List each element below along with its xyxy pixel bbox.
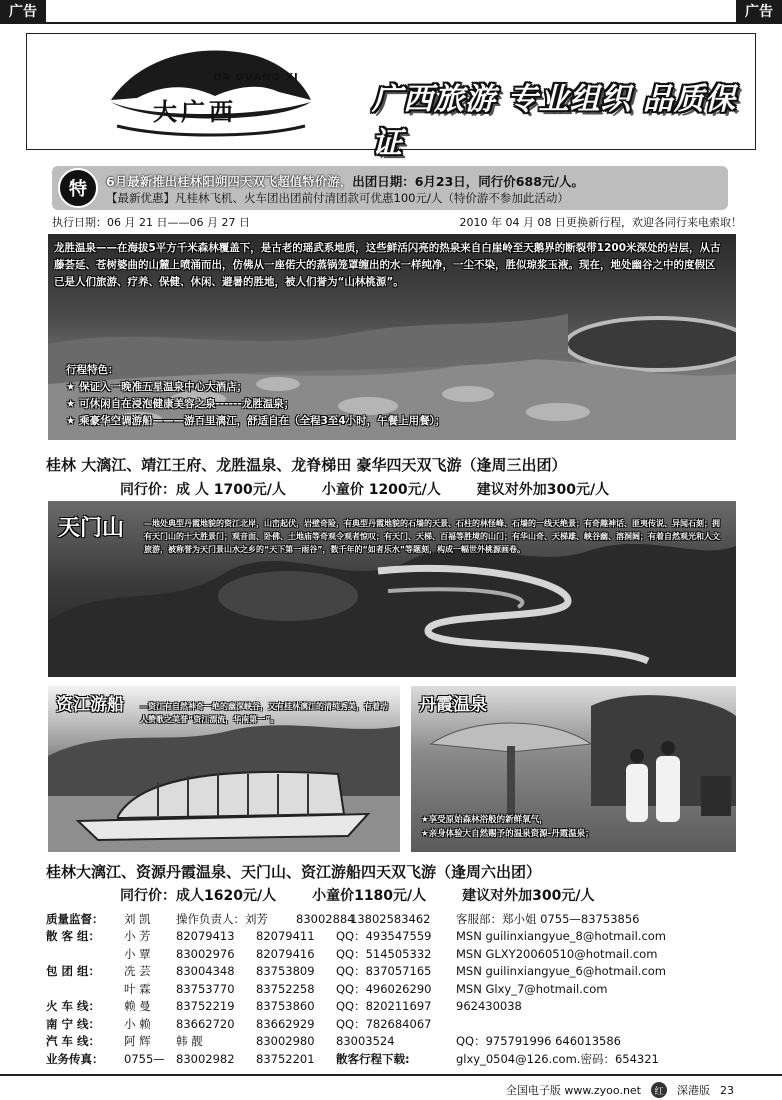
contact-row (46, 910, 746, 928)
contact-row (46, 998, 746, 1016)
contact-cell: 83662720 (176, 1016, 235, 1031)
contact-row (46, 963, 746, 981)
route2-price-suggest: 建议对外加300元/人 (462, 888, 595, 904)
promo-headline-a: 6月最新推出桂林阳朔四天双飞超值特价游， (106, 174, 353, 189)
hot-spring-photo (48, 234, 736, 440)
contact-cell: 83002980 (256, 1034, 315, 1049)
logo (107, 42, 307, 142)
top-divider (0, 22, 782, 24)
execution-date-row (52, 214, 742, 230)
execution-date: 执行日期：06 月 21 日——06 月 27 日 (52, 216, 250, 229)
feature-2: ★ 可休闲自在浸泡健康美容之泉------龙胜温泉； (66, 398, 295, 410)
feature-3: ★ 乘豪华空调游船———游百里漓江，舒适自在（全程3至4小时，午餐上用餐）； (66, 415, 446, 427)
contact-cell: QQ：837057165 (336, 964, 432, 979)
contact-cell: 汽 车 线： (46, 1034, 101, 1049)
page-number: 23 (720, 1083, 734, 1097)
contact-cell: QQ：493547559 (336, 929, 432, 944)
promo-headline (106, 172, 584, 190)
contact-cell: 刘 凯 (124, 911, 151, 926)
contact-cell: 13802583462 (350, 911, 431, 926)
feature-title: 行程特色： (66, 364, 119, 376)
contact-cell: 83753860 (256, 999, 315, 1014)
contact-cell: 散客行程下载: (336, 1051, 410, 1066)
feature-1: ★ 保证入一晚准五星温泉中心大酒店； (66, 381, 248, 393)
promo-discount: 【最新优惠】凡桂林飞机、火车团出团前付清团款可优惠100元/人（特价游不参加此活动） (106, 191, 569, 205)
contact-row (46, 1015, 746, 1033)
contact-cell: 82079411 (256, 929, 315, 944)
logo-english: DA GUANG XI (213, 72, 299, 83)
contact-cell: MSN guilinxiangyue_6@hotmail.com (456, 964, 667, 979)
boat-description: —资江有自然神奇一绝的幽深峡谷，又有桂林漓江的清纯秀美，有着动人赞歌之美誉“资江漂流，华南第一”。 (140, 702, 388, 724)
contact-cell: 阿 辉 (124, 1034, 151, 1049)
promo-headline-b: 出团日期：6月23日，同行价688元/人。 (352, 174, 584, 189)
contact-cell: 质量监督： (46, 911, 104, 926)
route2-prices (120, 885, 720, 905)
contact-cell: glxy_0504@126.com.密码：654321 (456, 1051, 659, 1066)
contact-cell: 0755— (124, 1051, 165, 1066)
contact-cell: MSN Glxy_7@hotmail.com (456, 981, 608, 996)
route1-price-suggest: 建议对外加300元/人 (476, 482, 610, 498)
contact-cell: 赖 曼 (124, 999, 151, 1014)
contact-row (46, 945, 746, 963)
footer-divider (0, 1074, 782, 1076)
contact-cell: 83003524 (336, 1034, 395, 1049)
footer-site[interactable]: 全国电子版 www.zyoo.net (505, 1084, 641, 1097)
contact-row (46, 928, 746, 946)
contact-cell: 83002884 (296, 911, 355, 926)
contact-cell: 韩 靓 (176, 1034, 203, 1049)
slogan: 广西旅游 专业组织 品质保证 (372, 82, 736, 161)
contact-cell: 叶 霖 (124, 981, 151, 996)
danxia-note-2: ★亲身体验大自然赐予的温泉资源-丹霞温泉； (421, 829, 594, 839)
contact-cell: 冼 芸 (124, 964, 151, 979)
contact-cell: 82079413 (176, 929, 235, 944)
tianmen-photo (48, 501, 736, 677)
boat-photo (48, 686, 400, 852)
route1-prices (120, 479, 720, 499)
hot-spring-description: 龙胜温泉——在海拔5平方千米森林覆盖下，是古老的瑶武系地质，这些鲜活闪亮的热泉来自白崖岭至天鹅界的断裂带1200米深处的岩层，从古藤荟延、苍树婆曲的山麓上喷涌而出，仿佛从一座偌大的蒸锅笼罩缠出的水一样纯净，一尘不染，胜似琼浆玉液。现在，地处幽谷之中的度假区已是人们旅游、疗养、保健、休闲、避暑的胜地，被人们誉为“山林桃源”。 (54, 242, 721, 288)
danxia-photo (411, 686, 736, 852)
route1-price-child: 小童价 1200元/人 (321, 482, 441, 498)
contact-row (46, 980, 746, 998)
contact-table (46, 910, 746, 1068)
contact-cell: MSN guilinxiangyue_8@hotmail.com (456, 929, 667, 944)
seal-icon: 红 (651, 1082, 667, 1098)
contact-cell: 客服部：郑小姐 0755—83753856 (456, 911, 640, 926)
contact-cell: 82079416 (256, 946, 315, 961)
contact-cell: 操作负责人：刘芳 (176, 911, 268, 926)
contact-cell: 83002982 (176, 1051, 235, 1066)
danxia-title: 丹霞温泉 (419, 695, 487, 715)
contact-cell: 83002976 (176, 946, 235, 961)
contact-cell: 83752201 (256, 1051, 315, 1066)
contact-cell: 83752219 (176, 999, 235, 1014)
contact-cell: QQ：820211697 (336, 999, 432, 1014)
footer-brand: 深港版 (677, 1084, 710, 1097)
contact-cell: QQ：496026290 (336, 981, 432, 996)
contact-row (46, 1033, 746, 1051)
logo-chinese: 大广西 (153, 98, 237, 126)
contact-cell: 83662929 (256, 1016, 315, 1031)
contact-cell: 83752258 (256, 981, 315, 996)
contact-cell: 业务传真： (46, 1051, 104, 1066)
update-notice: 2010 年 04 月 08 日更换新行程，欢迎各同行来电索取！ (459, 216, 742, 229)
contact-cell: 962430038 (456, 999, 522, 1014)
ad-label-left: 广告 (0, 0, 46, 22)
contact-cell: 南 宁 线： (46, 1016, 101, 1031)
contact-cell: 小 覃 (124, 946, 151, 961)
footer (506, 1082, 734, 1098)
boat-title: 资江游船 (56, 695, 124, 715)
tianmen-description: —地处典型丹霞地貌的资江北岸，山峦起伏，岩壁奇险，有典型丹霞地貌的石墙的天景、石柱的林怪峰、石墙的一线天绝景；有奇趣神话、匪夷传说、异闻石刻；拥有天门山的十大胜景门；观音面、卧佛、土地庙等奇观令观者惊叹；有天门、天梯、百福等胜境的山门；有华山奇、天梯雄、峡谷幽、溶洞阔；有着自然观光和人文旅游，被称誉为天门景山水之乡的“天下第一雨谷”，数千年的“如者乐水”等题刻，构成一幅世外桃源画卷。 (144, 519, 720, 554)
contact-cell: 小 赖 (124, 1016, 151, 1031)
contact-cell: 火 车 线： (46, 999, 101, 1014)
route2-price-child: 小童价1180元/人 (312, 888, 427, 904)
contact-cell: 83753770 (176, 981, 235, 996)
contact-cell: QQ：975791996 646013586 (456, 1034, 621, 1049)
contact-cell: 包 团 组： (46, 964, 101, 979)
route2-title: 桂林大漓江、资源丹霞温泉、天门山、资江游船四天双飞游（逢周六出团） (46, 863, 542, 881)
contact-cell: QQ：782684067 (336, 1016, 432, 1031)
route2-price-adult: 同行价：成人1620元/人 (120, 888, 277, 904)
contact-row (46, 1050, 746, 1068)
contact-cell: 83753809 (256, 964, 315, 979)
contact-cell: 83004348 (176, 964, 235, 979)
header-banner (26, 33, 756, 161)
ad-label-right: 广告 (736, 0, 782, 22)
contact-cell: MSN GLXY20060510@hotmail.com (456, 946, 658, 961)
promo-badge: 特 (58, 168, 98, 208)
route1-title: 桂林 大漓江、靖江王府、龙胜温泉、龙脊梯田 豪华四天双飞游（逢周三出团） (46, 456, 567, 474)
contact-cell: QQ：514505332 (336, 946, 432, 961)
tianmen-title: 天门山 (58, 516, 125, 541)
danxia-note-1: ★享受原始森林浴般的新鲜氧气， (421, 815, 548, 825)
contact-cell: 散 客 组： (46, 929, 101, 944)
contact-cell: 小 芳 (124, 929, 151, 944)
route1-price-adult: 同行价：成 人 1700元/人 (120, 482, 286, 498)
